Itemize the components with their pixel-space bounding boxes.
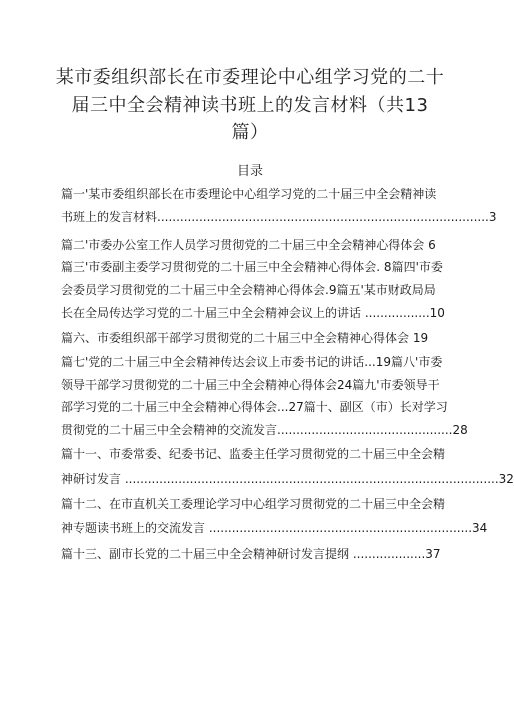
toc-line: 部学习党的二十届三中全会精神心得体会...27篇十、副区（市）长对学习 [61,400,448,414]
toc-line: 篇七'党的二十届三中全会精神传达会议上市委书记的讲话...19篇八'市委 [61,355,443,369]
toc-line: 篇十三、副市长党的二十届三中全会精神研讨发言提纲 ...................37 [61,547,441,561]
toc-line: 会委员学习贯彻党的二十届三中全会精神心得体会.9篇五'某市财政局局 [61,283,436,297]
toc-line: 篇六、市委组织部干部学习贯彻党的二十届三中全会精神心得体会 19 [61,331,429,345]
document-title-line-3: 篇） [231,122,269,143]
toc-line: 神研讨发言 ..................................................................................................32 [61,472,514,486]
toc-heading: 目录 [236,164,263,179]
document-title-line-2: 届三中全会精神读书班上的发言材料（共13 [71,95,429,116]
toc-line: 篇十二、在市直机关工委理论学习中心组学习贯彻党的二十届三中全会精 [61,497,446,511]
toc-line: 长在全局传达学习党的二十届三中全会精神会议上的讲话 .................10 [61,306,445,320]
toc-line: 篇二'市委办公室工作人员学习贯彻党的二十届三中全会精神心得体会 6 [61,238,436,252]
toc-line: 篇十一、市委常委、纪委书记、监委主任学习贯彻党的二十届三中全会精 [61,447,446,461]
toc-line: 神专题读书班上的交流发言 .....................................................................34 [61,521,488,535]
toc-line: 书班上的发言材料.......................................................................................3 [61,210,497,224]
toc-line: 篇一'某市委组织部长在市委理论中心组学习党的二十届三中全会精神读 [61,187,437,201]
toc-line: 领导干部学习贯彻党的二十届三中全会精神心得体会24篇九'市委领导干 [61,378,440,392]
document-title-line-1: 某市委组织部长在市委理论中心组学习党的二十 [55,67,445,88]
toc-line: 篇三'市委副主委学习贯彻党的二十届三中全会精神心得体会. 8篇四'市委 [61,260,443,274]
toc-line: 贯彻党的二十届三中全会精神的交流发言..............................................28 [61,423,468,437]
